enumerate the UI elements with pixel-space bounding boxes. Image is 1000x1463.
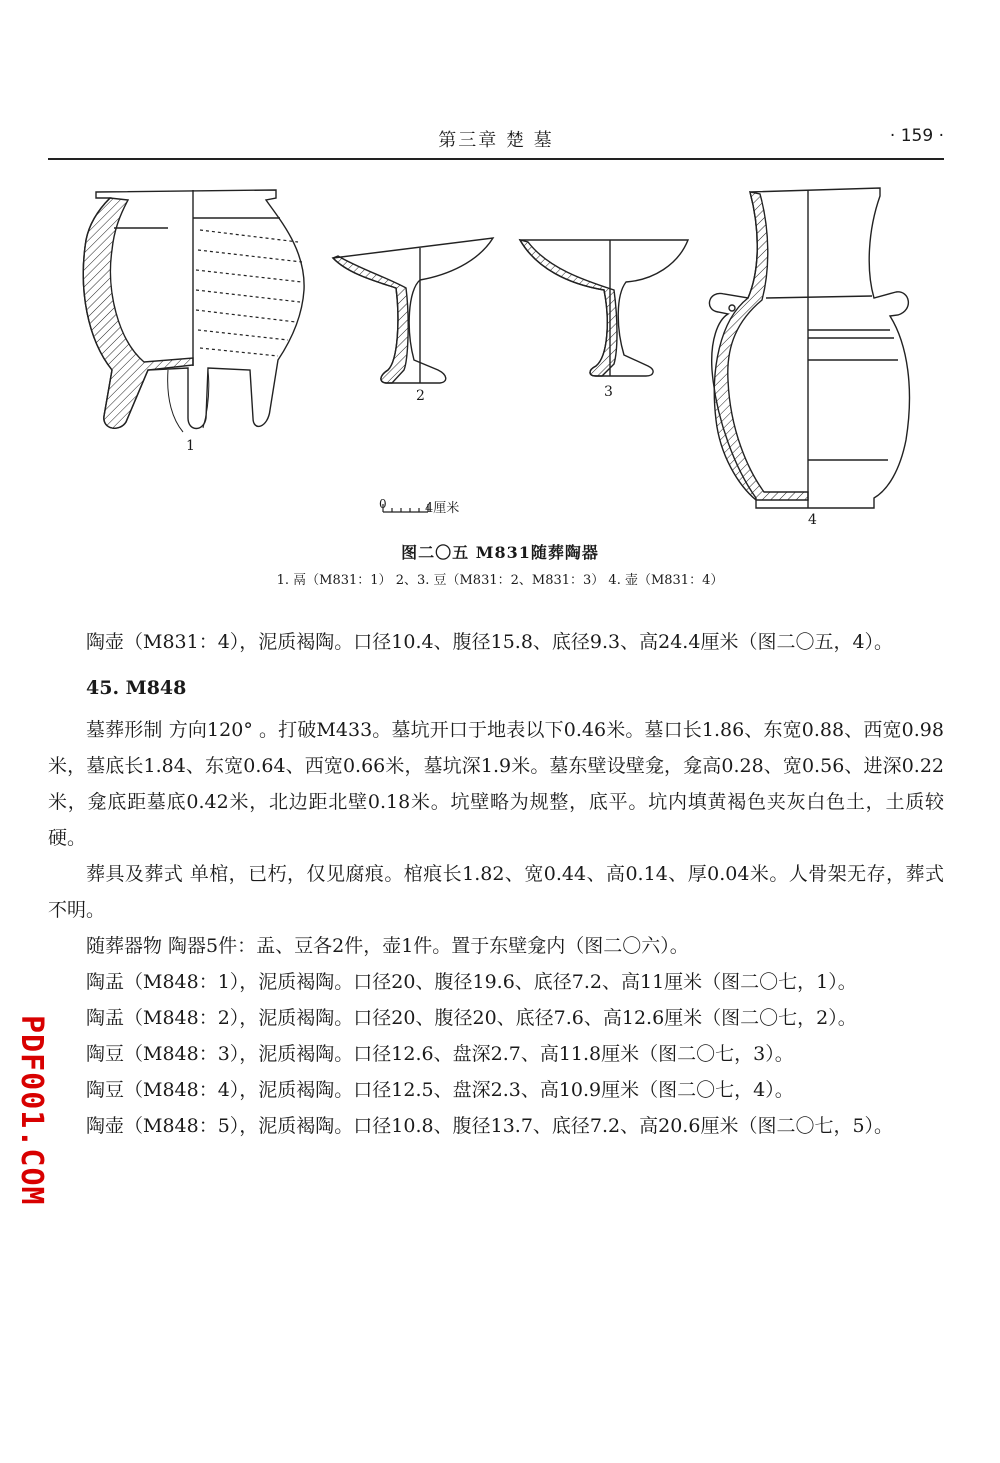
- watermark: PDF001.COM: [14, 1015, 49, 1206]
- chapter-title: 第三章 楚 墓: [438, 130, 554, 151]
- paragraph: 墓葬形制 方向120° 。打破M433。墓坑开口于地表以下0.46米。墓口长1.86、东宽0.88、西宽0.98米，墓底长1.84、东宽0.64、西宽0.66米，墓坑深1.9米。墓东壁设壁龛，龛高0.28、宽0.56、进深0.22米，龛底距墓底0.42米，北边距北壁0.18米。坑壁略为规整，底平。坑内填黄褐色夹灰白色土，土质较硬。: [48, 719, 944, 849]
- paragraph: 陶盂（M848：2），泥质褐陶。口径20、腹径20、底径7.6、高12.6厘米（图二〇七，2）。: [86, 1007, 857, 1029]
- paragraph: 葬具及葬式 单棺，已朽，仅见腐痕。棺痕长1.82、宽0.44、高0.14、厚0.04米。人骨架无存，葬式不明。: [48, 863, 944, 921]
- vessel-hu: [709, 188, 909, 508]
- figure-label-1: 1: [186, 438, 195, 454]
- figure-label-4: 4: [808, 512, 817, 528]
- paragraph: 陶壶（M831：4），泥质褐陶。口径10.4、腹径15.8、底径9.3、高24.4厘米（图二〇五，4）。: [86, 631, 894, 653]
- section-heading: 45. M848: [86, 677, 187, 699]
- page-header: [48, 126, 944, 156]
- figure-label-2: 2: [416, 388, 425, 404]
- page-number: · 159 ·: [889, 126, 944, 146]
- scale-label: 4厘米: [425, 501, 460, 516]
- paragraph: 随葬器物 陶器5件：盂、豆各2件，壶1件。置于东壁龛内（图二〇六）。: [86, 935, 689, 957]
- figure-caption-items: 1. 鬲（M831：1） 2、3. 豆（M831：2、M831：3） 4. 壶（M831：4）: [276, 573, 724, 588]
- paragraph: 陶盂（M848：1），泥质褐陶。口径20、腹径19.6、底径7.2、高11厘米（图二〇七，1）。: [86, 971, 857, 993]
- pottery-drawings: [48, 170, 948, 525]
- body-text: [48, 624, 944, 1144]
- vessel-li-tripod: [83, 190, 304, 432]
- scale-zero: 0: [379, 497, 387, 511]
- scale-bar: [383, 504, 428, 512]
- figure-caption-title: 图二〇五 M831随葬陶器: [401, 543, 599, 562]
- paragraph: 陶豆（M848：3），泥质褐陶。口径12.6、盘深2.7、高11.8厘米（图二〇七，3）。: [86, 1043, 794, 1065]
- pottery-figure: [48, 170, 948, 528]
- vessel-dou-2: [333, 238, 493, 383]
- paragraph: 陶豆（M848：4），泥质褐陶。口径12.5、盘深2.3、高10.9厘米（图二〇七，4）。: [86, 1079, 794, 1101]
- paragraph: 陶壶（M848：5），泥质褐陶。口径10.8、腹径13.7、底径7.2、高20.6厘米（图二〇七，5）。: [86, 1115, 894, 1137]
- header-rule: [48, 158, 944, 160]
- figure-label-3: 3: [604, 384, 613, 400]
- vessel-dou-3: [520, 240, 688, 376]
